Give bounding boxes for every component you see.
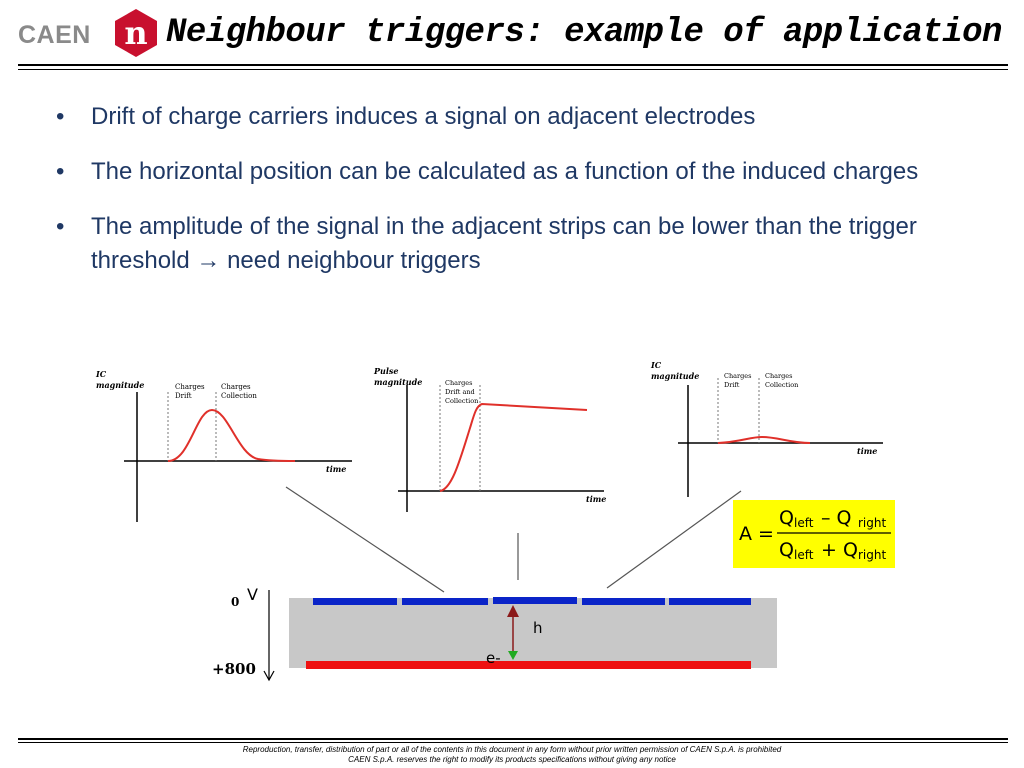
formula-num-sub2: right bbox=[858, 516, 887, 530]
left-phase-1b: Drift bbox=[175, 392, 192, 400]
detector-diagram bbox=[212, 585, 777, 680]
footer-line-2: CAEN S.p.A. reserves the right to modify its products specifications without giving any notice bbox=[348, 755, 676, 764]
footer-rule-thin bbox=[18, 742, 1008, 743]
left-phase-2b: Collection bbox=[221, 392, 257, 400]
bullet-text: The horizontal position can be calculated as a function of the induced charges bbox=[91, 158, 919, 185]
formula-den-sub1: left bbox=[794, 548, 814, 562]
h-label: h bbox=[533, 619, 543, 637]
bullet-text: The amplitude of the signal in the adjacent strips can be lower than the trigger threshold → need neighbour triggers bbox=[91, 213, 917, 274]
voltage-top: 0 bbox=[231, 595, 240, 609]
middle-phase-1c: Collection bbox=[445, 397, 479, 405]
footer-line-1: Reproduction, transfer, distribution of part or all of the contents in this document in any form without prior written permission of CAEN S.p.A. is prohibited bbox=[242, 745, 782, 754]
formula-graphic bbox=[733, 500, 895, 568]
connector-left bbox=[286, 487, 444, 592]
middle-phase-1b: Drift and bbox=[445, 388, 475, 396]
cathode-plane bbox=[306, 661, 751, 669]
logo-text: CAEN bbox=[18, 21, 91, 49]
readout-strip bbox=[493, 597, 577, 604]
footer-disclaimer bbox=[0, 745, 1024, 765]
bullet-dot: • bbox=[56, 158, 65, 185]
formula-den-sub2: right bbox=[858, 548, 887, 562]
right-phase-1b: Drift bbox=[724, 381, 740, 389]
logo-letter: n bbox=[124, 14, 148, 52]
right-signal-curve bbox=[718, 437, 810, 443]
readout-strip bbox=[313, 598, 397, 605]
left-signal-plot bbox=[95, 369, 352, 522]
page-title: Neighbour triggers: example of application bbox=[166, 14, 1002, 52]
bullet-dot: • bbox=[56, 103, 65, 130]
voltage-label: V bbox=[247, 585, 258, 604]
middle-ylabel-2: magnitude bbox=[374, 377, 423, 387]
right-phase-2a: Charges bbox=[765, 372, 793, 380]
middle-ylabel-1: Pulse bbox=[374, 366, 399, 376]
formula-den-q1: Q bbox=[779, 539, 794, 561]
readout-strip bbox=[402, 598, 488, 605]
middle-signal-curve bbox=[440, 404, 587, 491]
formula-lhs: A = bbox=[739, 523, 774, 545]
bullet-dot: • bbox=[56, 213, 65, 240]
voltage-bottom: +800 bbox=[212, 660, 256, 678]
formula-den-op: + Q bbox=[821, 539, 858, 561]
bullet-text: Drift of charge carriers induces a signal on adjacent electrodes bbox=[91, 103, 756, 130]
middle-signal-plot bbox=[373, 366, 606, 512]
footer-rule-thick bbox=[18, 738, 1008, 740]
middle-phase-1a: Charges bbox=[445, 379, 473, 387]
left-phase-2a: Charges bbox=[221, 383, 251, 391]
left-signal-curve bbox=[168, 410, 295, 461]
formula-num-q1: Q bbox=[779, 507, 794, 529]
amplitude-formula bbox=[733, 500, 895, 568]
left-ylabel-2: magnitude bbox=[96, 380, 145, 390]
right-signal-plot bbox=[650, 360, 883, 497]
right-xlabel: time bbox=[857, 446, 878, 456]
right-ylabel-2: magnitude bbox=[651, 371, 700, 381]
left-xlabel: time bbox=[326, 464, 347, 474]
formula-num-op: – Q bbox=[821, 507, 852, 529]
right-phase-1a: Charges bbox=[724, 372, 752, 380]
electron-label: e- bbox=[486, 649, 501, 667]
right-ylabel-1: IC bbox=[651, 360, 662, 370]
middle-xlabel: time bbox=[586, 494, 607, 504]
readout-strip bbox=[669, 598, 751, 605]
left-phase-1a: Charges bbox=[175, 383, 205, 391]
right-phase-2b: Collection bbox=[765, 381, 799, 389]
left-ylabel-1: IC bbox=[96, 369, 107, 379]
formula-num-sub1: left bbox=[794, 516, 814, 530]
readout-strip bbox=[582, 598, 665, 605]
connector-right bbox=[607, 491, 741, 588]
